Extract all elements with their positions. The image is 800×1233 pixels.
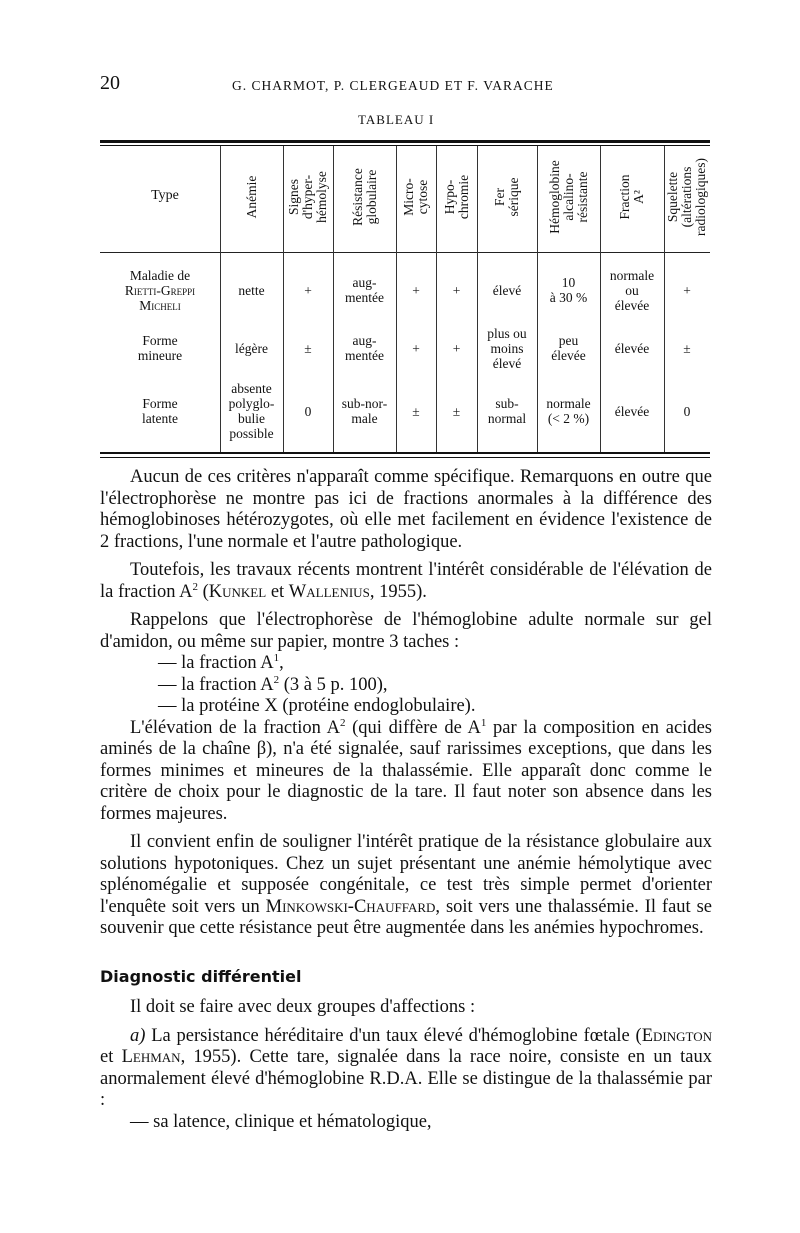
type-header: Type (151, 188, 179, 203)
cell-line: normale (546, 396, 591, 411)
table-caption: TABLEAU I (358, 112, 435, 127)
column-header-line: Résistance (349, 168, 365, 226)
cell-line: Micheli (139, 297, 181, 313)
cell-line: mentée (345, 348, 384, 363)
cell-line: moins (490, 340, 524, 356)
citation-author: Edington (641, 1025, 712, 1046)
paragraph: Rappelons que l'électrophorèse de l'hémoglobine adulte normale sur gel d'amidon, ou même sur papier, montre 3 taches : (100, 610, 712, 652)
cell-line: + (304, 282, 312, 298)
table-cell (396, 404, 436, 419)
table-cell (477, 283, 537, 298)
cell-line: mineure (137, 348, 183, 363)
cell-line: normale (609, 267, 655, 283)
paragraph: Il convient enfin de souligner l'intérêt pratique de la résistance globulaire aux solutions hypotoniques. Chez un sujet présentant une anémie hémolytique avec splénomégalie et supposée congénitale, ce test très simple permet d'orienter l'enquête soit vers un Minkowski-Chauffard, soit vers une thalassémie. Il faut se souvenir que cette résistance peut être augmentée dans les anémies hypochromes. (100, 832, 712, 938)
column-header (618, 142, 646, 252)
cell-line: nette (238, 282, 265, 298)
column-header-line: hémolyse (314, 171, 329, 223)
cell-line: Forme (142, 396, 178, 411)
paragraph: — sa latence, clinique et hématologique, (130, 1111, 432, 1132)
cell-line: sub- (495, 396, 519, 411)
cell-line: bulie (238, 411, 265, 426)
table-cell (537, 333, 600, 363)
table-cell (220, 341, 283, 356)
paragraph: L'élévation de la fraction $A^2$ (qui diffère de $A^1$ par la composition en acides aminés de la chaîne β), n'a été signalée, sauf rarissimes exceptions, que dans les formes minimes et mineures de la thalassémie. Elle apparaît donc comme le critère de choix pour le diagnostic de la tare. Il faut noter son absence dans les formes majeures. (100, 716, 712, 824)
list-item: — la fraction $A^1$, (158, 651, 284, 673)
cell-line: élevée (614, 340, 650, 356)
cell-line: + (452, 340, 461, 356)
column-header-line: Anémie (243, 175, 259, 219)
cell-line: (< 2 %) (547, 411, 590, 426)
cell-line: légère (235, 340, 268, 356)
table-cell (600, 341, 664, 356)
table-cell (283, 404, 333, 419)
column-header-line: Fer (492, 188, 507, 206)
table-cell (664, 341, 710, 356)
list-item: — la protéine X (protéine endoglobulaire). (158, 696, 476, 716)
paragraph: Il doit se faire avec deux groupes d'affections : (130, 997, 476, 1017)
cell-line: ± (304, 340, 312, 356)
table-header-rule (100, 252, 710, 253)
cell-line: 0 (304, 403, 312, 419)
cell-line: normal (487, 411, 527, 426)
cell-line: latente (142, 411, 178, 426)
table-cell (537, 396, 600, 426)
citation-author: Lehman (121, 1047, 181, 1067)
table-cell (220, 381, 283, 441)
cell-line: absente (231, 381, 272, 396)
table-cell (664, 283, 710, 298)
citation-author: Wallenius (288, 581, 370, 602)
cell-line: élevée (614, 403, 650, 419)
column-header (493, 142, 521, 252)
cell-line: à 30 % (549, 290, 588, 305)
column-header-line: chromie (455, 174, 471, 220)
column-header-line: globulaire (363, 169, 379, 225)
cell-line: plus ou (487, 325, 527, 341)
table-cell (436, 283, 477, 298)
table-cell (283, 283, 333, 298)
running-head: G. CHARMOT, P. CLERGEAUD ET F. VARACHE (232, 78, 554, 93)
cell-line: male (351, 411, 378, 426)
table-cell (436, 404, 477, 419)
table-cell (537, 275, 600, 305)
cell-line: Maladie de (129, 267, 191, 283)
cell-line: ± (452, 403, 461, 419)
table-cell (477, 396, 537, 426)
column-header (245, 142, 259, 252)
cell-line: + (452, 282, 461, 298)
cell-line: 0 (683, 403, 691, 419)
column-header (287, 142, 329, 252)
cell-line: + (412, 340, 420, 356)
cell-line: Rietti-Greppi (124, 282, 196, 298)
column-header-line: alcalino- (560, 173, 576, 221)
citation-author: Kunkel (208, 581, 267, 602)
citation-author: Minkowski-Chauffard (265, 896, 436, 917)
table-cell (664, 404, 710, 419)
cell-line: aug- (352, 333, 377, 348)
column-header-line: cytose (415, 179, 430, 215)
cell-line: Forme (142, 333, 178, 348)
cell-line: élevée (614, 297, 650, 313)
cell-line: + (412, 282, 420, 298)
cell-line: élevée (551, 348, 586, 363)
table-cell (600, 268, 664, 313)
page-number: 20 (100, 72, 120, 94)
column-header-line: d'hyper- (300, 174, 315, 220)
table-bottom-rule (100, 452, 710, 454)
table-cell (333, 396, 396, 426)
cell-line: polyglo- (228, 396, 275, 411)
table-cell (283, 341, 333, 356)
column-header-line: Fraction (617, 174, 632, 220)
table-cell (477, 326, 537, 371)
column-header-line: Signes (286, 179, 301, 216)
table-cell (220, 283, 283, 298)
cell-line: aug- (352, 275, 377, 290)
column-header-line: (altérations (679, 166, 694, 228)
table-cell (436, 341, 477, 356)
table-cell (396, 341, 436, 356)
column-header-line: A² (631, 190, 646, 204)
table-bottom-rule (100, 457, 710, 458)
section-heading: Diagnostic différentiel (100, 966, 302, 986)
paragraph: a) La persistance héréditaire d'un taux élevé d'hémoglobine fœtale (Edington et Lehman, 1955). Cette tare, signalée dans la race noire, consiste en un taux anormalement élevé d'hémoglobine R.D.A. Elle se distingue de la thalassémie par : (100, 1025, 712, 1110)
cell-line: mentée (345, 290, 384, 305)
table-cell (600, 404, 664, 419)
table-cell (333, 333, 396, 363)
list-item: — la fraction $A^2$ (3 à 5 p. 100), (158, 673, 388, 695)
cell-line: ± (412, 403, 420, 419)
column-header (666, 142, 708, 252)
cell-line: sub-nor- (341, 396, 388, 411)
table-cell (396, 283, 436, 298)
cell-line: 10 (561, 275, 576, 290)
column-header (548, 142, 590, 252)
column-header-line: sérique (506, 177, 521, 217)
cell-line: ou (625, 282, 639, 298)
row-type (100, 268, 220, 313)
paragraph: Toutefois, les travaux récents montrent l'intérêt considérable de l'élévation de la fraction $A^2$ (Kunkel et Wallenius, 1955). (100, 560, 712, 602)
cell-line: + (683, 282, 691, 298)
body-text (100, 467, 712, 1133)
column-header-line: Micro- (401, 178, 416, 216)
row-type (100, 396, 220, 426)
table-cell (333, 275, 396, 305)
column-header (402, 142, 430, 252)
paragraph: Aucun de ces critères n'apparaît comme spécifique. Remarquons en outre que l'électrophorèse ne montre pas ici de fractions anormales à la différence des hémoglobinoses hétérozygotes, où elle met facilement en évidence l'existence de 2 fractions, l'une normale et l'autre pathologique. (100, 467, 712, 552)
column-header-line: Hémoglobine (546, 160, 562, 234)
cell-line: peu (558, 333, 579, 348)
cell-line: ± (683, 340, 691, 356)
column-header-line: Squelette (665, 171, 680, 223)
column-header-line: radiologiques) (693, 158, 708, 236)
column-header (443, 142, 471, 252)
row-type (100, 333, 220, 363)
column-header-line: résistante (574, 171, 590, 223)
cell-line: élevé (492, 282, 522, 298)
cell-line: élevé (492, 355, 522, 371)
cell-line: possible (229, 426, 274, 441)
column-header (351, 142, 379, 252)
column-header-line: Hypo- (441, 179, 457, 215)
